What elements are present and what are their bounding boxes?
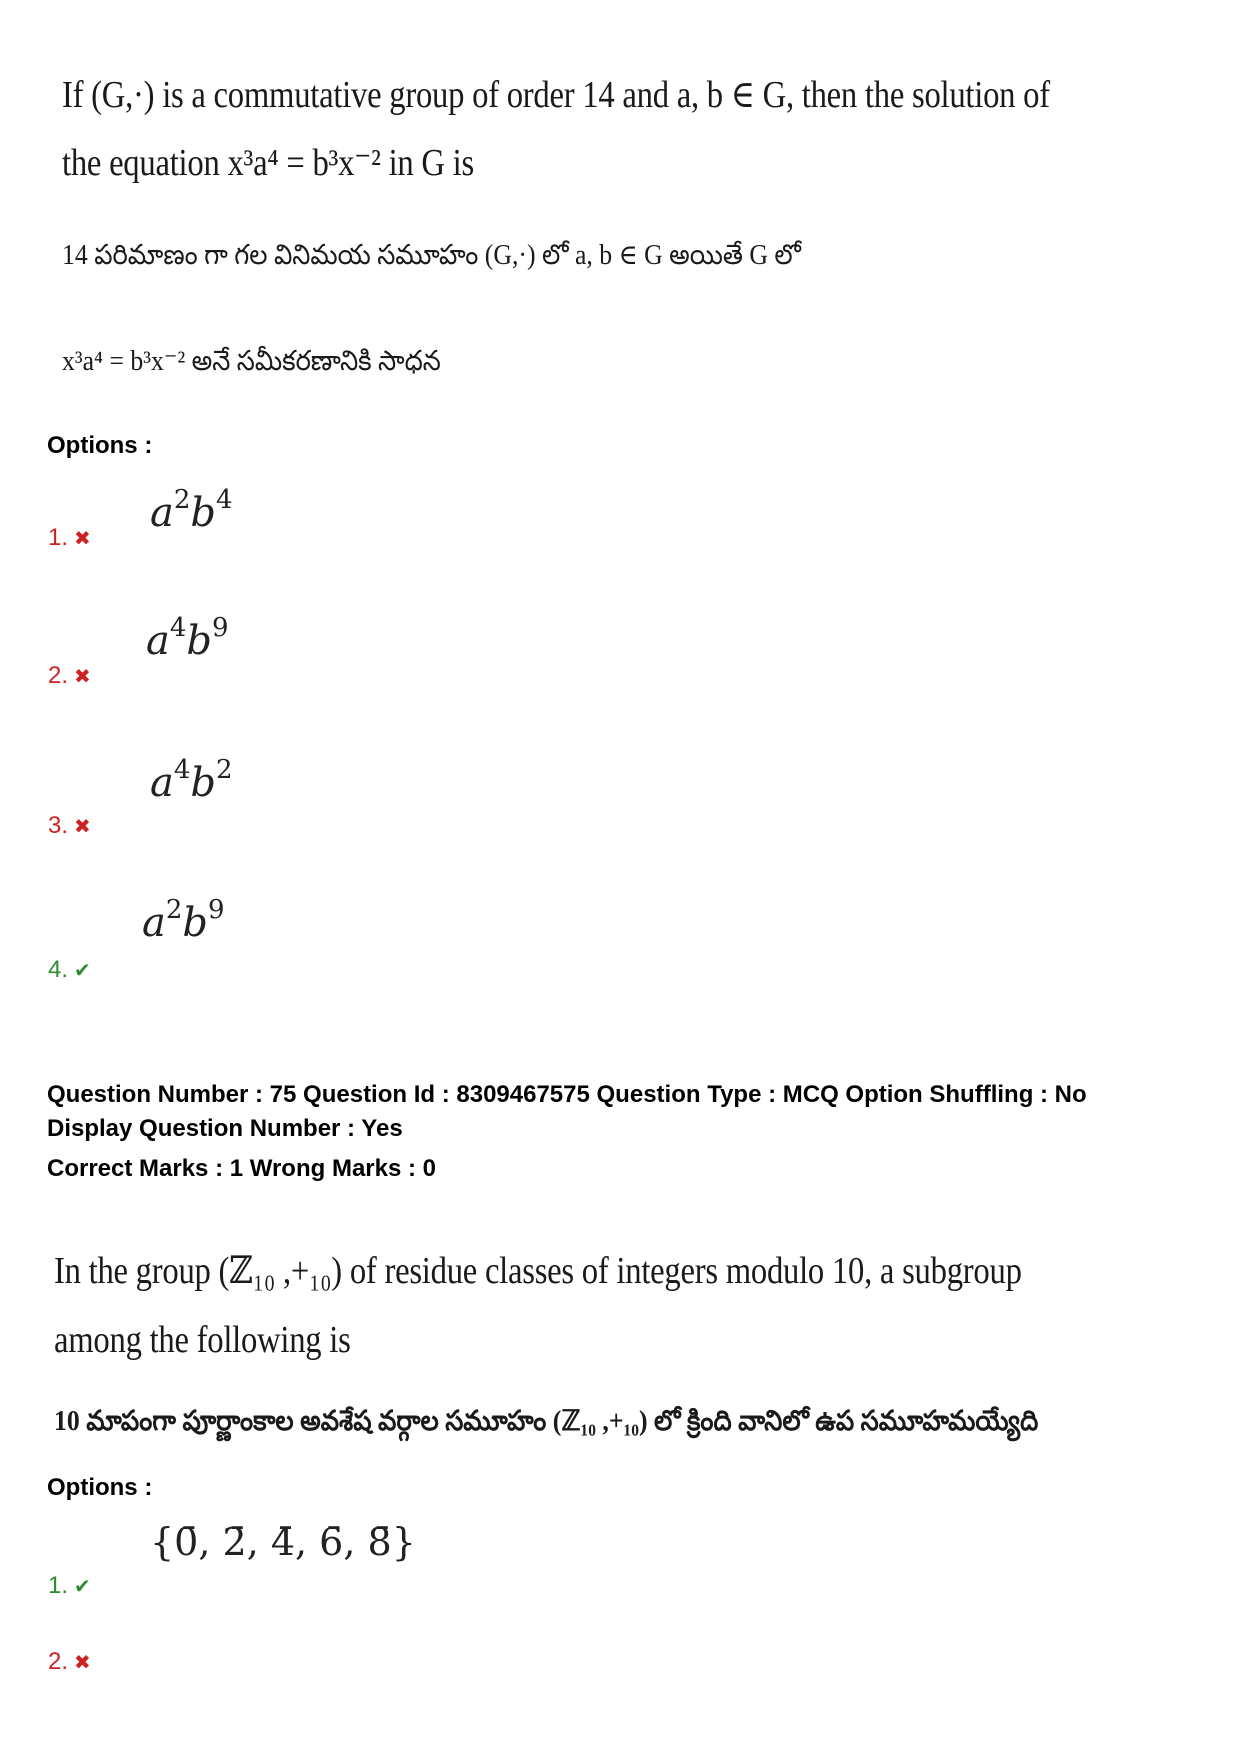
q74-english-line-2-suffix: in G is: [388, 142, 474, 184]
q74-telugu-line-2-suffix: అనే సమీకరణానికి సాధన: [191, 346, 441, 377]
option-number: 2.: [48, 662, 69, 689]
option-exponent: 4: [173, 755, 191, 785]
option-exponent: 2: [173, 485, 191, 515]
q74-option-1-expression: [150, 485, 233, 536]
q75-metadata: [47, 1078, 1087, 1186]
q74-option-3-expression: [150, 755, 233, 806]
wrong-cross-icon: ✖: [74, 1652, 91, 1674]
option-number: 1.: [48, 524, 69, 551]
option-base: a: [142, 900, 166, 946]
q74-option-4-expression: [142, 895, 225, 946]
option-exponent: 2: [165, 895, 183, 925]
option-exponent: 9: [208, 895, 225, 925]
q74-telugu-equation: x³a⁴ = b³x⁻²: [62, 346, 186, 377]
q75-meta-line-1: Question Number : 75 Question Id : 8309467575 Question Type : MCQ Option Shuffling : No: [47, 1081, 1087, 1108]
option-base: a: [150, 490, 174, 536]
q74-option-3: [48, 812, 91, 840]
option-number: 4.: [48, 956, 69, 983]
wrong-cross-icon: ✖: [74, 816, 91, 838]
q74-equation: x³a⁴ = b³x⁻²: [227, 142, 381, 184]
q74-option-4: [48, 956, 91, 984]
q74-telugu-line-1: 14 పరిమాణం గా గల వినిమయ సమూహం (G,·) లో a, b ∈ G అయితే G లో: [62, 240, 801, 271]
q74-telugu-line-2: [62, 344, 441, 384]
option-base: a: [150, 760, 174, 806]
q75-option-1-expression: {0̄, 2̄, 4̄, 6̄, 8̄}: [150, 1520, 416, 1564]
correct-check-icon: ✔: [74, 960, 91, 982]
option-number: 1.: [48, 1572, 69, 1599]
option-base: b: [190, 760, 217, 806]
q75-english-line-1: In the group (ℤ₁₀ ,+₁₀) of residue classes of integers modulo 10, a subgroup: [54, 1250, 1022, 1292]
q75-meta-line-3: Correct Marks : 1 Wrong Marks : 0: [47, 1155, 437, 1182]
q74-english-line-2: [62, 140, 474, 185]
q75-telugu-line-1: 10 మాపంగా పూర్ణాంకాల అవశేష వర్గాల సమూహం (ℤ₁₀ ,+₁₀) లో క్రింది వానిలో ఉప సమూహమయ్యేది: [54, 1406, 1039, 1437]
option-base: b: [186, 618, 213, 664]
option-base: b: [190, 490, 217, 536]
option-exponent: 2: [216, 755, 233, 785]
option-number: 2.: [48, 1648, 69, 1675]
q74-option-1: [48, 524, 91, 552]
q75-option-1: [48, 1572, 91, 1600]
option-base: a: [146, 618, 170, 664]
q74-english-line-1: If (G,·) is a commutative group of order 14 and a, b ∈ G, then the solution of: [62, 74, 1050, 116]
q75-meta-line-2: Display Question Number : Yes: [47, 1115, 403, 1142]
correct-check-icon: ✔: [74, 1576, 91, 1598]
q74-options-label: Options :: [47, 432, 153, 459]
option-number: 3.: [48, 812, 69, 839]
option-exponent: 9: [212, 613, 229, 643]
wrong-cross-icon: ✖: [74, 666, 91, 688]
option-base: b: [182, 900, 209, 946]
q74-option-2: [48, 662, 91, 690]
option-exponent: 4: [169, 613, 187, 643]
option-exponent: 4: [216, 485, 233, 515]
wrong-cross-icon: ✖: [74, 528, 91, 550]
q75-option-2: [48, 1648, 91, 1676]
q75-options-label: Options :: [47, 1474, 153, 1501]
q74-option-2-expression: [146, 613, 229, 664]
q74-english-line-2-prefix: the equation: [62, 142, 220, 184]
q75-english-line-2: among the following is: [54, 1319, 351, 1361]
